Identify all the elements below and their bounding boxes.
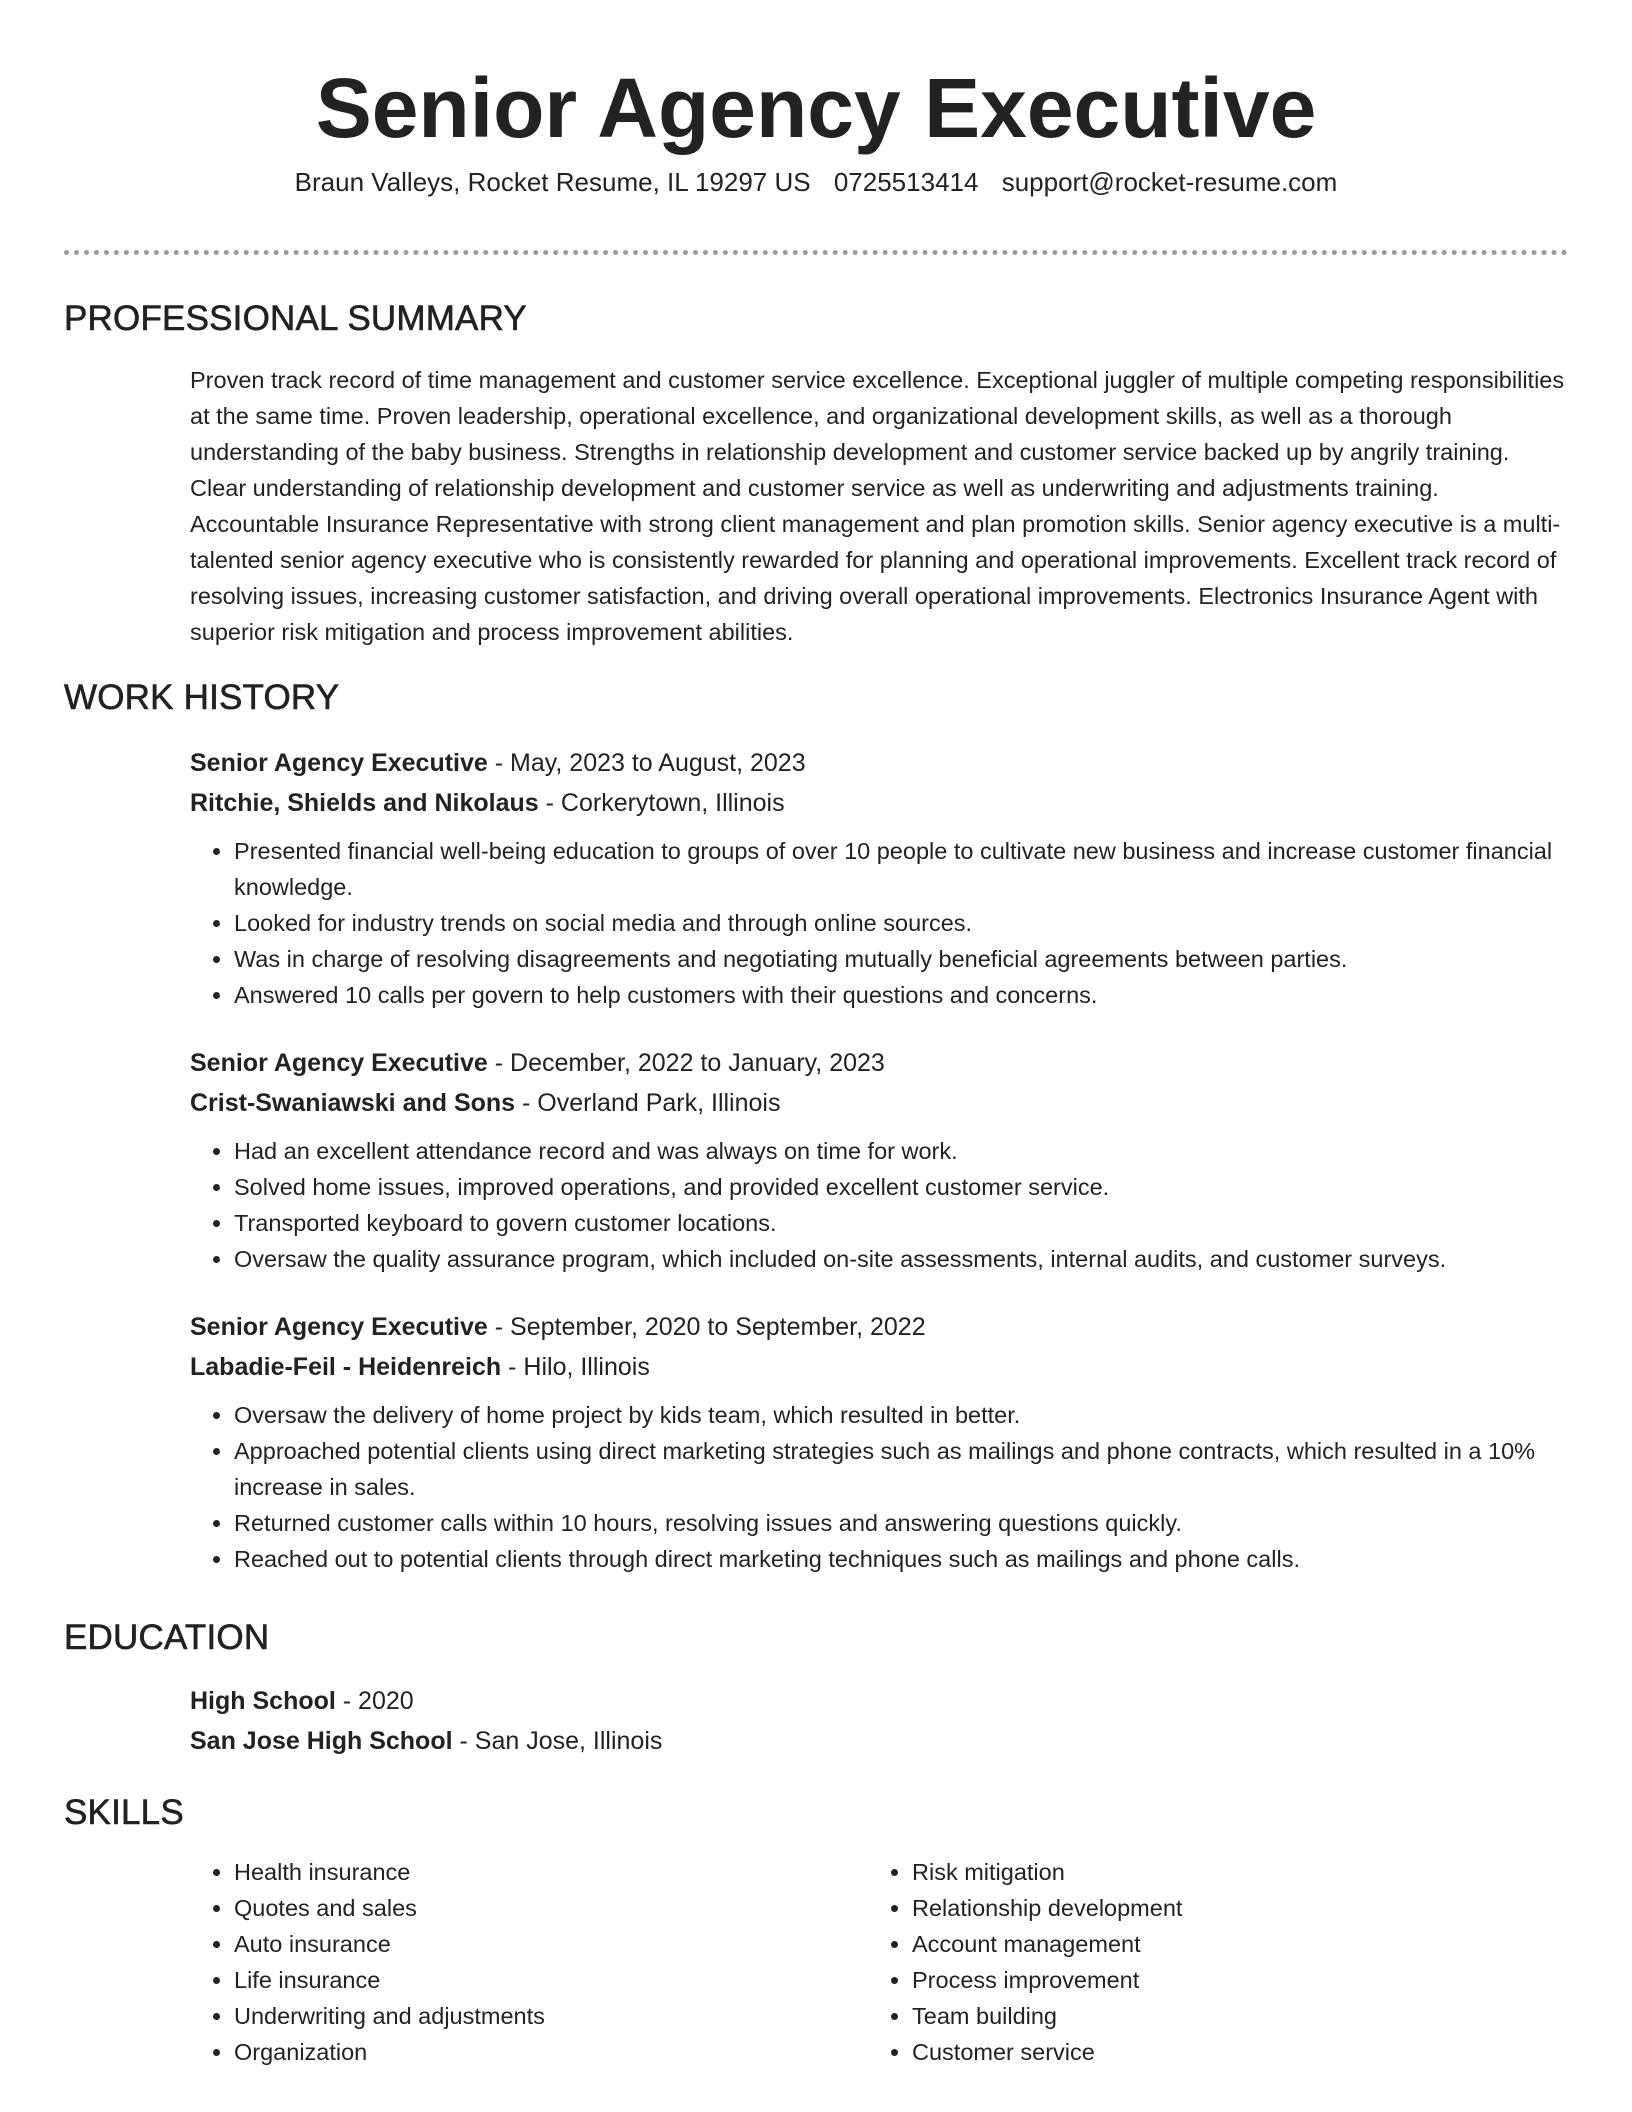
list-item: • Transported keyboard to govern customer locations.	[234, 1205, 1568, 1241]
list-item: • Oversaw the delivery of home project by kids team, which resulted in better.	[234, 1397, 1568, 1433]
job-title-line	[190, 1043, 1568, 1083]
job-company-line	[190, 1083, 1568, 1123]
job-list	[190, 743, 1568, 1577]
list-item: • Answered 10 calls per govern to help customers with their questions and concerns.	[234, 977, 1568, 1013]
school-location: - San Jose, Illinois	[452, 1727, 663, 1755]
school-name: San Jose High School	[190, 1727, 453, 1755]
job-bullets	[190, 1397, 1568, 1577]
list-item: • Oversaw the quality assurance program, which included on-site assessments, internal audits, and customer surveys.	[234, 1241, 1568, 1277]
job-dates: - May, 2023 to August, 2023	[487, 749, 806, 777]
section-heading-education: EDUCATION	[64, 1618, 270, 1657]
school-line	[190, 1721, 1568, 1761]
contact-line	[0, 164, 1632, 200]
list-item: • Relationship development	[912, 1890, 1546, 1926]
job-title-line	[190, 743, 1568, 783]
skills-section	[64, 1790, 1568, 2070]
education-entry	[190, 1681, 1568, 1761]
summary-text: Proven track record of time management and customer service excellence. Exceptional juggler of multiple competing responsibilities at the same time. Proven leadership, operational excellence, and organizational development skills, as well as a thorough understanding of the baby business. Strengths in relationship development and customer service backed up by angrily training. Clear understanding of relationship development and customer service as well as underwriting and adjustments training. Accountable Insurance Representative with strong client management and plan promotion skills. Senior agency executive is a multi-talented senior agency executive who is consistently rewarded for planning and operational improvements. Excellent track record of resolving issues, increasing customer satisfaction, and driving overall operational improvements. Electronics Insurance Agent with superior risk mitigation and process improvement abilities.	[190, 367, 1565, 645]
job-location: - Hilo, Illinois	[501, 1353, 650, 1381]
list-item: • Returned customer calls within 10 hours, resolving issues and answering questions quickly.	[234, 1505, 1568, 1541]
job-dates: - December, 2022 to January, 2023	[487, 1049, 885, 1077]
list-item: • Process improvement	[912, 1962, 1546, 1998]
job-company-line	[190, 783, 1568, 823]
job-company-line	[190, 1347, 1568, 1387]
list-item: • Organization	[234, 2034, 868, 2070]
list-item: • Team building	[912, 1998, 1546, 2034]
graduation-year: - 2020	[335, 1687, 414, 1715]
job-entry	[190, 1307, 1568, 1577]
job-title-line	[190, 1307, 1568, 1347]
list-item: • Health insurance	[234, 1854, 868, 1890]
skills-column-left	[190, 1854, 868, 2070]
list-item: • Solved home issues, improved operations, and provided excellent customer service.	[234, 1169, 1568, 1205]
job-bullets	[190, 1133, 1568, 1277]
job-location: - Corkerytown, Illinois	[538, 789, 785, 817]
list-item: • Quotes and sales	[234, 1890, 868, 1926]
section-heading-work: WORK HISTORY	[64, 678, 340, 717]
list-item: • Presented financial well-being education to groups of over 10 people to cultivate new business and increase customer financial knowledge.	[234, 833, 1568, 905]
list-item: • Life insurance	[234, 1962, 868, 1998]
job-title: Senior Agency Executive	[190, 1049, 488, 1077]
job-entry	[190, 743, 1568, 1013]
email: support@rocket-resume.com	[1001, 167, 1338, 197]
job-entry	[190, 1043, 1568, 1277]
list-item: • Approached potential clients using direct marketing strategies such as mailings and phone contracts, which resulted in a 10% increase in sales.	[234, 1433, 1568, 1505]
degree-line	[190, 1681, 1568, 1721]
list-item: • Underwriting and adjustments	[234, 1998, 868, 2034]
list-item: • Auto insurance	[234, 1926, 868, 1962]
education-section	[64, 1615, 1568, 1761]
job-location: - Overland Park, Illinois	[515, 1089, 781, 1117]
job-title: Senior Agency Executive	[190, 749, 488, 777]
job-company: Labadie-Feil - Heidenreich	[190, 1353, 502, 1381]
candidate-name: Senior Agency Executive	[315, 61, 1317, 155]
header-divider	[64, 250, 1568, 255]
skills-column-right	[868, 1854, 1546, 2070]
job-company: Ritchie, Shields and Nikolaus	[190, 789, 539, 817]
address: Braun Valleys, Rocket Resume, IL 19297 US	[294, 167, 811, 197]
list-item: • Reached out to potential clients through direct marketing techniques such as mailings and phone calls.	[234, 1541, 1568, 1577]
degree: High School	[190, 1687, 336, 1715]
section-heading-summary: PROFESSIONAL SUMMARY	[64, 299, 527, 338]
phone: 0725513414	[833, 167, 979, 197]
work-history-section	[64, 675, 1568, 1607]
skills-grid	[190, 1854, 1568, 2070]
list-item: • Customer service	[912, 2034, 1546, 2070]
job-title: Senior Agency Executive	[190, 1313, 488, 1341]
section-heading-skills: SKILLS	[64, 1793, 184, 1832]
list-item: • Looked for industry trends on social media and through online sources.	[234, 905, 1568, 941]
list-item: • Risk mitigation	[912, 1854, 1546, 1890]
list-item: • Account management	[912, 1926, 1546, 1962]
job-bullets	[190, 833, 1568, 1013]
list-item: • Was in charge of resolving disagreements and negotiating mutually beneficial agreements between parties.	[234, 941, 1568, 977]
job-company: Crist-Swaniawski and Sons	[190, 1089, 516, 1117]
job-dates: - September, 2020 to September, 2022	[487, 1313, 926, 1341]
list-item: • Had an excellent attendance record and was always on time for work.	[234, 1133, 1568, 1169]
summary-section	[64, 296, 1568, 650]
